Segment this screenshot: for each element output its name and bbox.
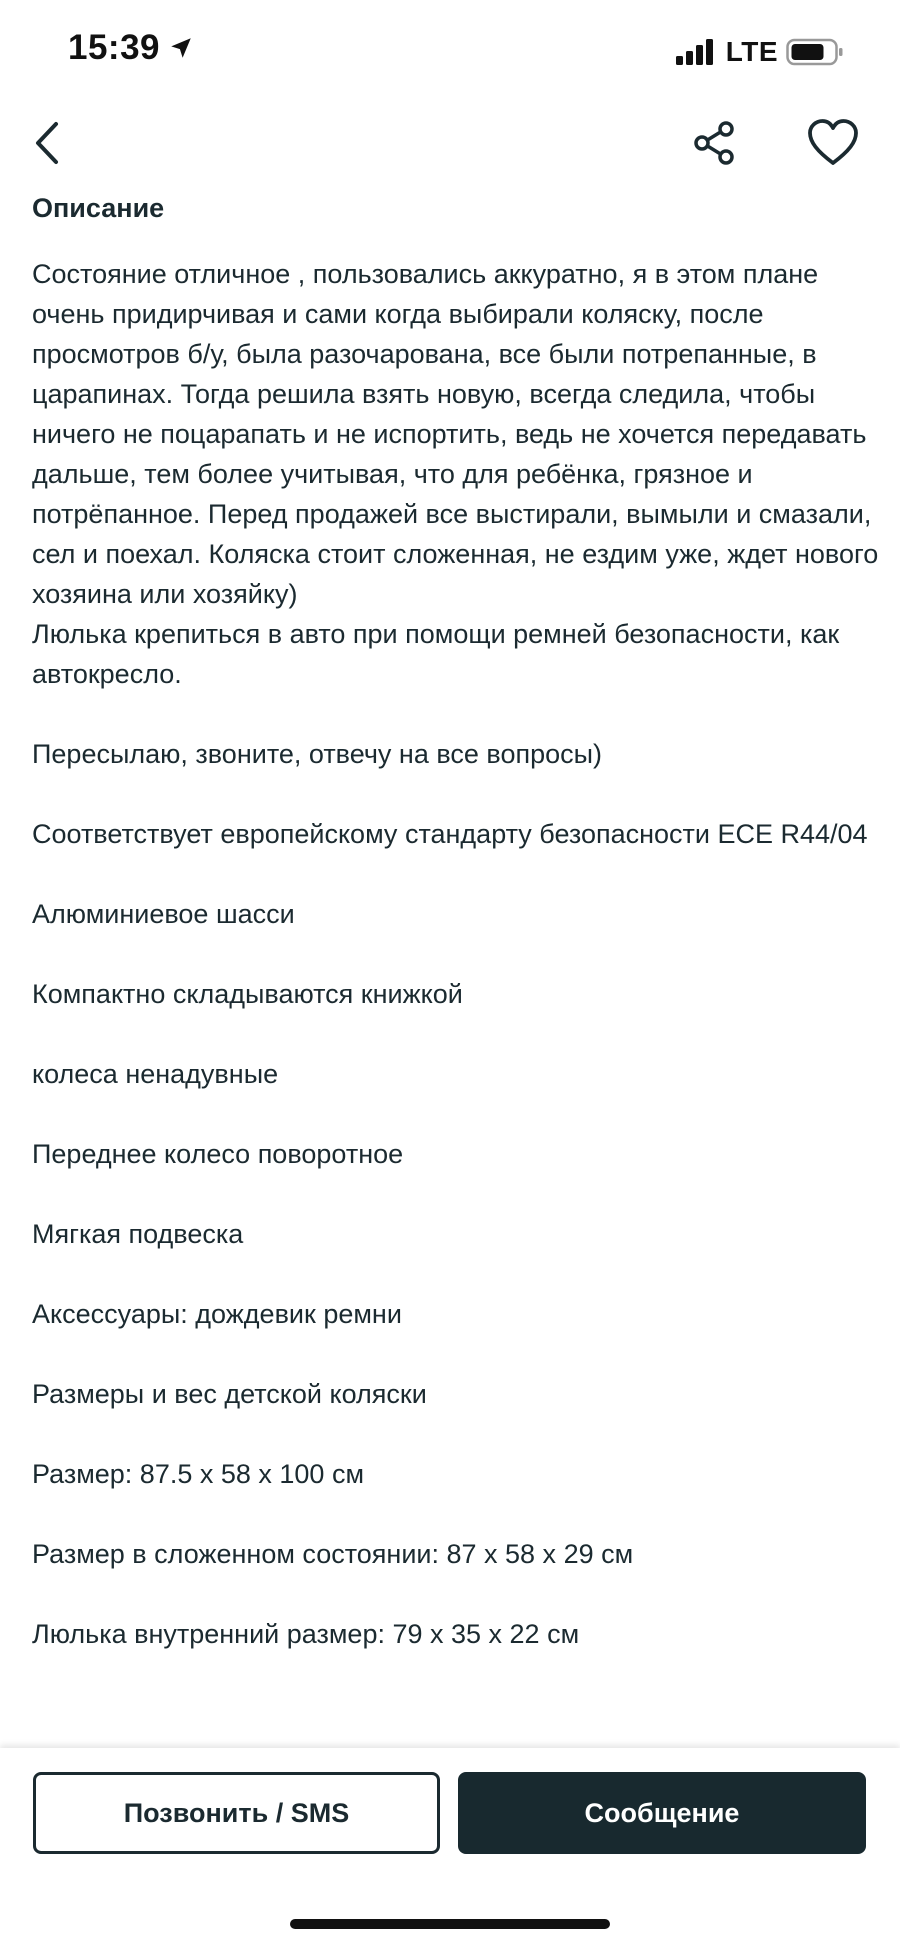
description-line: Пересылаю, звоните, отвечу на все вопросы) [32,739,603,769]
share-button[interactable] [690,118,740,168]
message-button[interactable]: Сообщение [458,1772,866,1854]
description-line: Мягкая подвеска [32,1219,244,1249]
description-line: Люлька внутренний размер: 79 x 35 x 22 см [32,1619,580,1649]
favorite-button[interactable] [806,118,860,168]
section-title: Описание [32,193,165,223]
network-label: LTE [725,36,778,67]
call-sms-button[interactable]: Позвонить / SMS [33,1772,440,1854]
battery-icon [786,38,844,66]
back-chevron-icon [26,118,76,168]
description-line: колеса ненадувные [32,1059,279,1089]
description-line: Размер: 87.5 x 58 x 100 см [32,1459,365,1489]
description-line: Соответствует европейскому стандарту безопасности ECE R44/04 [32,819,868,849]
description-section [32,188,882,1654]
description-paragraph: Люлька крепиться в авто при помощи ремней безопасности, как автокресло. [32,619,840,689]
signal-icon [674,38,718,66]
description-line: Компактно складываются книжкой [32,979,463,1009]
location-arrow-icon [168,35,194,61]
home-indicator[interactable] [290,1919,610,1929]
description-line: Алюминиевое шасси [32,899,295,929]
description-line: Размер в сложенном состоянии: 87 x 58 x 29 см [32,1539,634,1569]
status-bar [0,0,900,100]
status-time: 15:39 [68,28,161,67]
share-icon [690,118,740,168]
description-line: Размеры и вес детской коляски [32,1379,427,1409]
nav-bar [0,100,900,188]
status-time-group [68,28,194,68]
heart-icon [806,118,860,168]
description-text [32,254,882,1654]
back-button[interactable] [26,118,76,168]
description-paragraph: Состояние отличное , пользовались аккуратно, я в этом плане очень придирчивая и сами когда выбирали коляску, после просмотров б/у, была разочарована, все были потрепанные, в царапинах. Тогда решила взять новую, всегда следила, чтобы ничего не поцарапать и не испортить, ведь не хочется передавать дальше, тем более учитывая, что для ребёнка, грязное и потрёпанное. Перед продажей все выстирали, вымыли и смазали, сел и поехал. Коляска стоит сложенная, не ездим уже, ждет нового хозяина или хозяйку) [32,259,879,609]
bottom-action-bar [0,1748,900,1947]
description-line: Аксессуары: дождевик ремни [32,1299,402,1329]
description-line: Переднее колесо поворотное [32,1139,404,1169]
status-indicators [674,36,844,68]
